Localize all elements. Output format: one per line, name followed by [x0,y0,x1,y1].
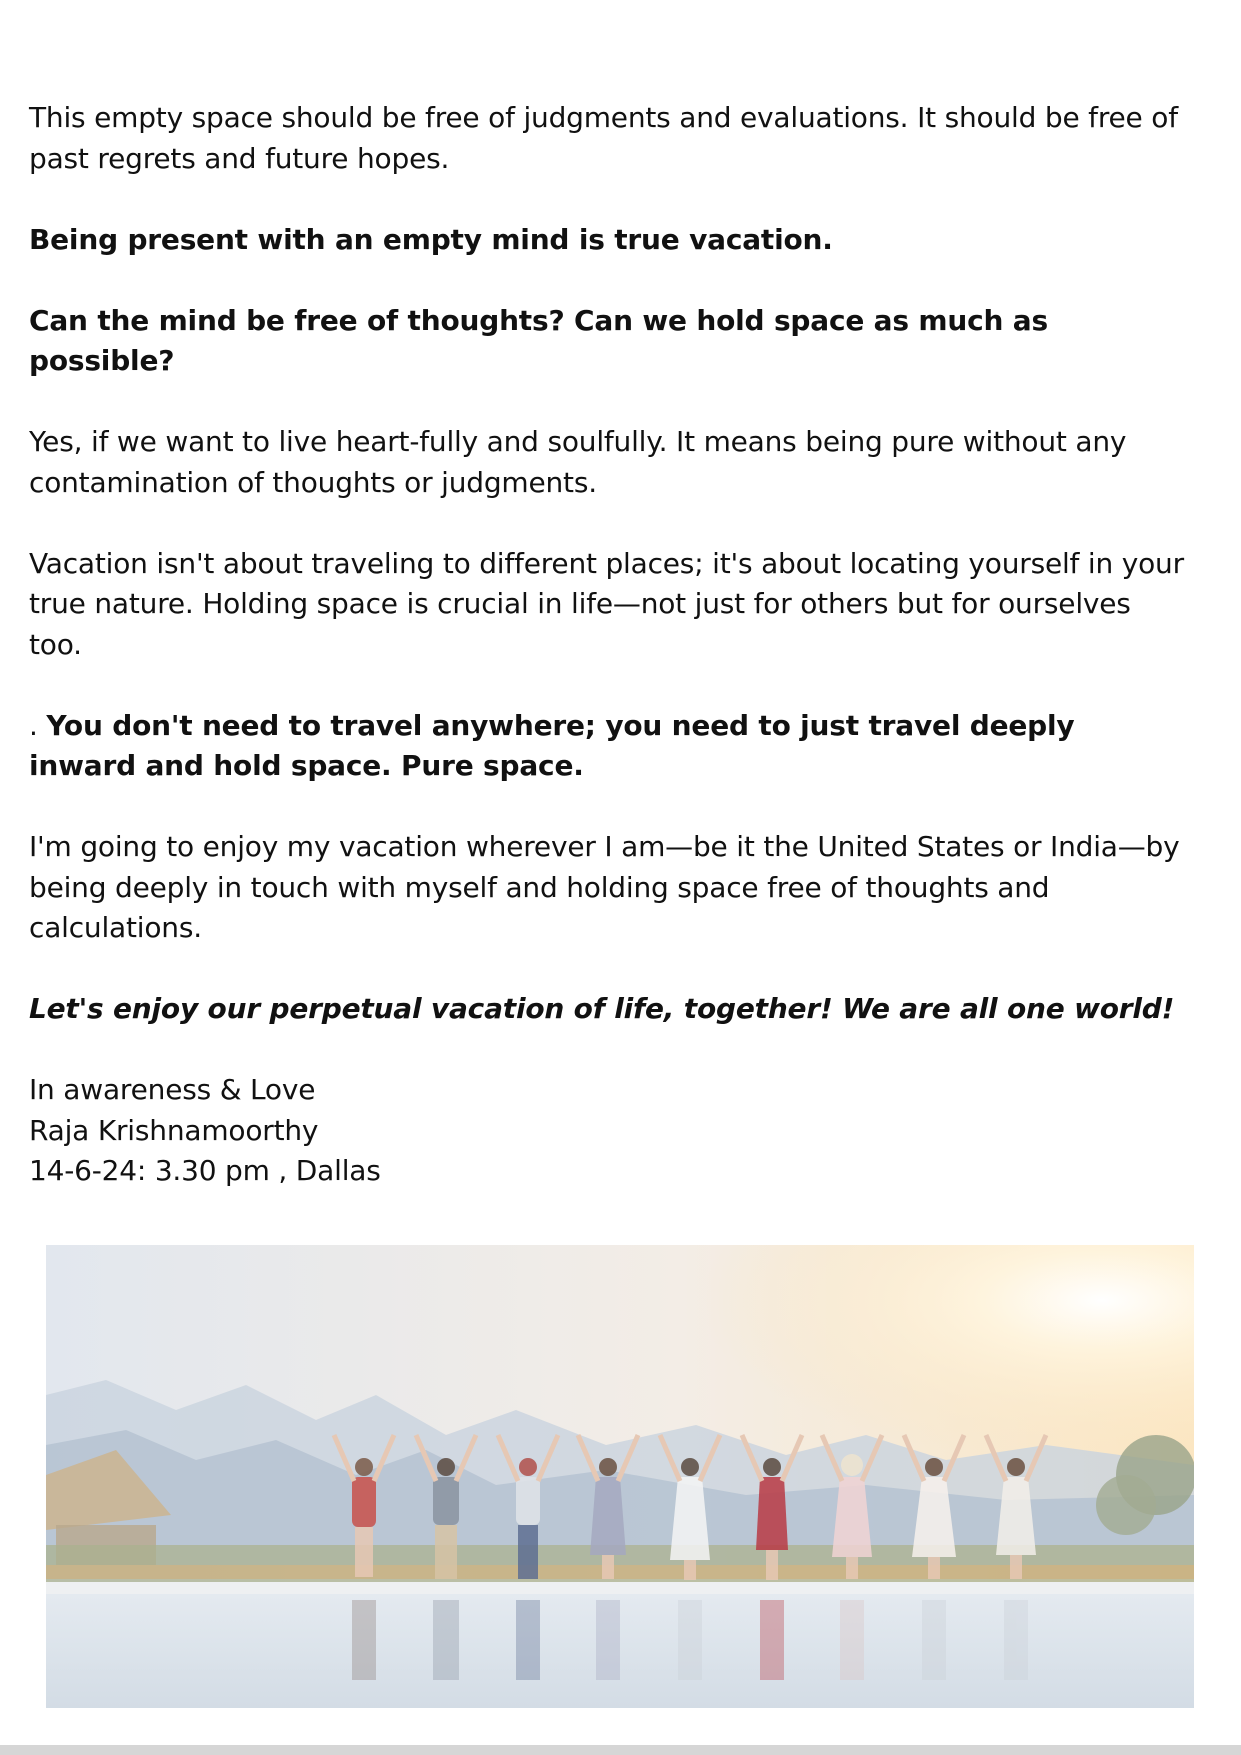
pool-ledge [46,1582,1194,1594]
signature-closing: In awareness & Love [29,1073,316,1106]
signature-author: Raja Krishnamoorthy [29,1113,319,1147]
paragraph-enjoy-vacation: I'm going to enjoy my vacation wherever I am—be it the United States or India—by being deeply in touch with myself and holding space free of thoughts and calculations. [29,830,1180,944]
paragraph-mind-free-question: Can the mind be free of thoughts? Can we hold space as much as possible? [29,303,1048,377]
paragraph-heartfully: Yes, if we want to live heart-fully and soulfully. It means being pure without any contamination of thoughts or judgments. [29,425,1127,499]
vacation-photo [46,1245,1194,1708]
document-body [29,98,1189,1192]
paragraph-travel-inward-text: You don't need to travel anywhere; you need to just travel deeply inward and hold space. Pure space. [29,708,1075,782]
page-bottom-bar [0,1745,1241,1755]
signature-date-place: 14-6-24: 3.30 pm , Dallas [29,1154,381,1187]
paragraph-travel-inward [29,706,1189,787]
paragraph-one-world: Let's enjoy our perpetual vacation of life, together! We are all one world! [29,992,1175,1025]
paragraph-true-vacation: Being present with an empty mind is true vacation. [29,222,833,256]
paragraph-empty-space: This empty space should be free of judgments and evaluations. It should be free of past regrets and future hopes. [29,101,1178,175]
photo-illustration [46,1245,1194,1708]
people-reflection [352,1600,1028,1680]
paragraph-vacation-meaning: Vacation isn't about traveling to different places; it's about locating yourself in your true nature. Holding space is crucial in life—not just for others but for ourselves too. [29,546,1184,661]
paragraph-prefix: . [29,708,47,742]
signature-block [29,1070,1189,1192]
